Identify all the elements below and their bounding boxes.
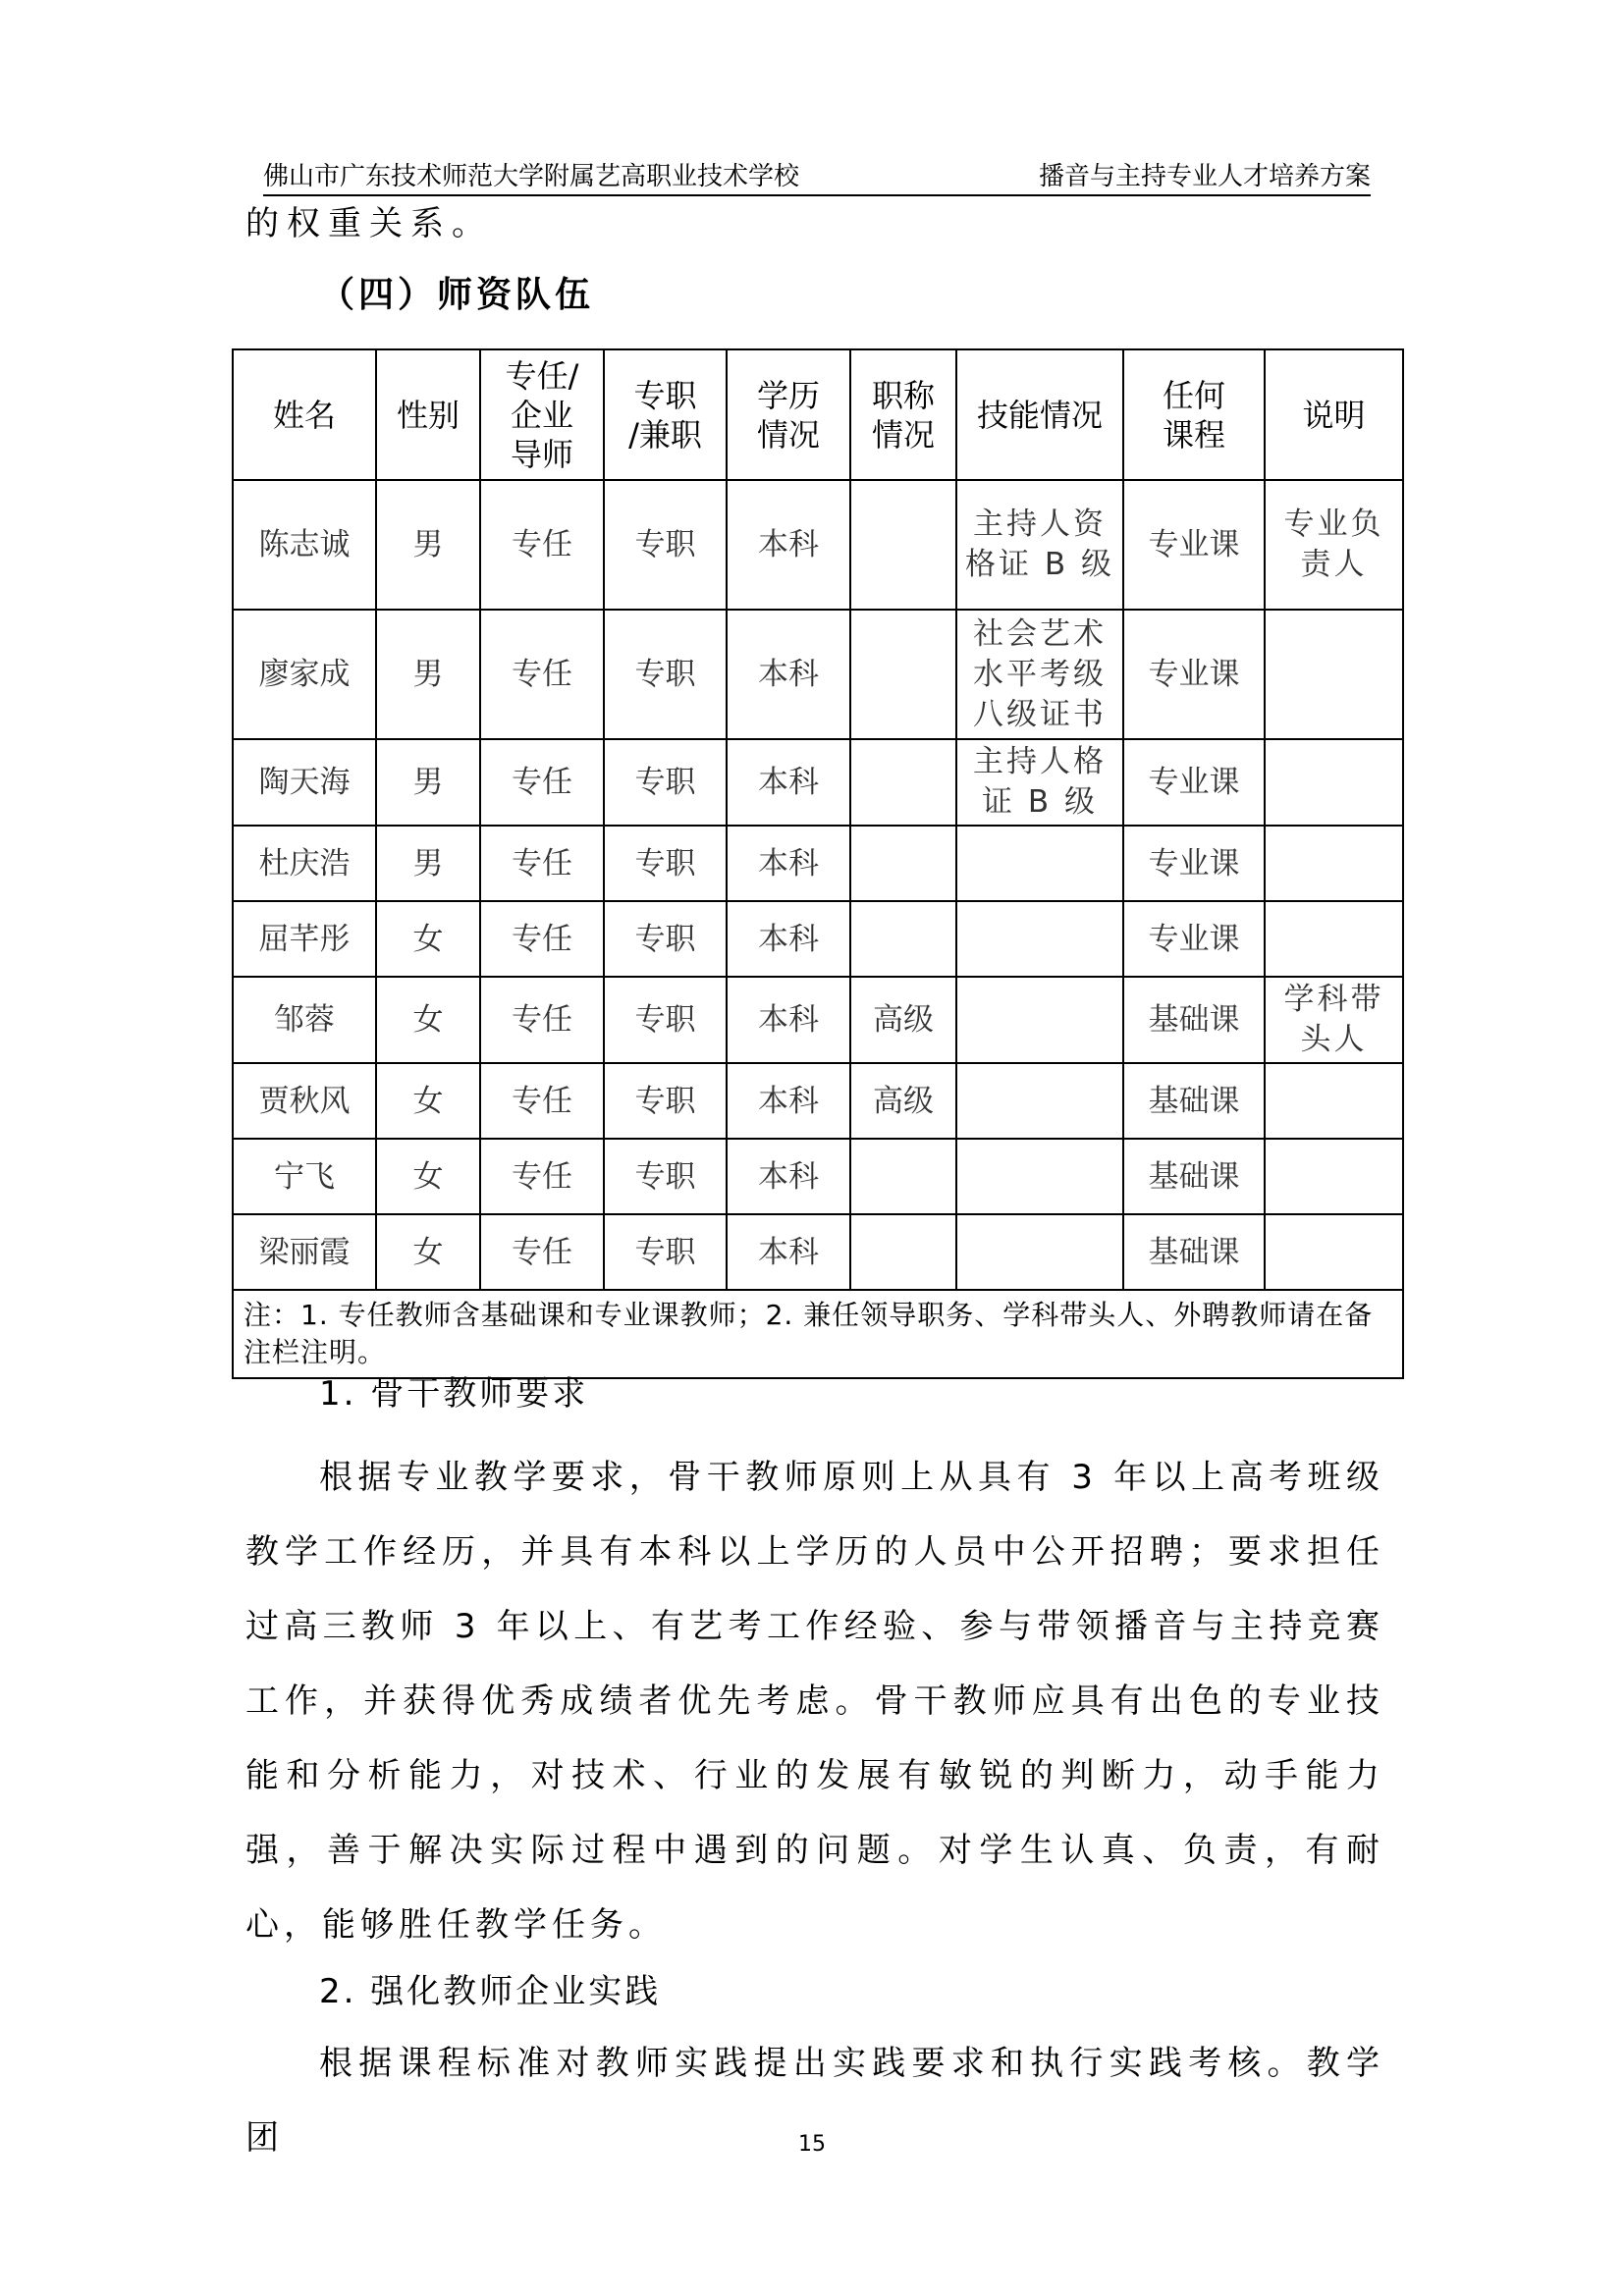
table-footnote-row bbox=[233, 1290, 1403, 1378]
table-header-gender bbox=[376, 349, 480, 480]
cell-name: 陈志诚 bbox=[233, 480, 376, 610]
cell-note bbox=[1265, 826, 1403, 901]
cell-type: 专任 bbox=[480, 610, 604, 739]
cell-education: 本科 bbox=[727, 610, 850, 739]
table-row bbox=[233, 739, 1403, 826]
cell-name: 屈芊彤 bbox=[233, 901, 376, 977]
cell-title: 高级 bbox=[850, 1063, 956, 1139]
cell-fulltime: 专职 bbox=[604, 901, 727, 977]
continuation-text: 的权重关系。 bbox=[245, 204, 493, 243]
cell-note bbox=[1265, 1139, 1403, 1214]
cell-title bbox=[850, 739, 956, 826]
cell-type: 专任 bbox=[480, 1139, 604, 1214]
cell-gender: 男 bbox=[376, 610, 480, 739]
cell-note bbox=[1265, 739, 1403, 826]
cell-gender: 女 bbox=[376, 901, 480, 977]
table-row bbox=[233, 1063, 1403, 1139]
subsection-1-heading: 1. 骨干教师要求 bbox=[319, 1374, 589, 1414]
table-row bbox=[233, 480, 1403, 610]
subsection-1-paragraph: 根据专业教学要求，骨干教师原则上从具有 3 年以上高考班级教学工作经历，并具有本科以上学历的人员中公开招聘；要求担任过高三教师 3 年以上、有艺考工作经验、参与带领播音与主持竞赛工作，并获得优秀成绩者优先考虑。骨干教师应具有出色的专业技能和分析能力，对技术、行业的发展有敏锐的判断力，动手能力强，善于解决实际过程中遇到的问题。对学生认真、负责，有耐心，能够胜任教学任务。 bbox=[245, 1458, 1384, 1945]
table-header-fulltime bbox=[604, 349, 727, 480]
header-school-name: 佛山市广东技术师范大学附属艺高职业技术学校 bbox=[263, 162, 800, 191]
table-row bbox=[233, 977, 1403, 1063]
subsection-2-heading: 2. 强化教师企业实践 bbox=[319, 1972, 662, 2011]
subsection-2-paragraph: 根据课程标准对教师实践提出实践要求和执行实践考核。教学团 bbox=[245, 2044, 1384, 2158]
header-line: 说明 bbox=[1302, 396, 1366, 434]
table-header-title bbox=[850, 349, 956, 480]
table-header-course bbox=[1123, 349, 1265, 480]
cell-course: 基础课 bbox=[1123, 977, 1265, 1063]
cell-skill bbox=[956, 826, 1123, 901]
header-line: /兼职 bbox=[628, 415, 702, 454]
cell-education: 本科 bbox=[727, 826, 850, 901]
page-number: 15 bbox=[798, 2132, 826, 2157]
cell-title bbox=[850, 901, 956, 977]
cell-gender: 女 bbox=[376, 1139, 480, 1214]
cell-fulltime: 专职 bbox=[604, 977, 727, 1063]
table-row bbox=[233, 1214, 1403, 1290]
header-line: 学历 bbox=[756, 376, 820, 414]
cell-course: 专业课 bbox=[1123, 901, 1265, 977]
cell-title: 高级 bbox=[850, 977, 956, 1063]
cell-education: 本科 bbox=[727, 739, 850, 826]
cell-gender: 女 bbox=[376, 1214, 480, 1290]
cell-gender: 男 bbox=[376, 739, 480, 826]
cell-fulltime: 专职 bbox=[604, 826, 727, 901]
header-line: 任何 bbox=[1162, 376, 1225, 414]
header-document-title: 播音与主持专业人才培养方案 bbox=[1038, 162, 1371, 191]
cell-title bbox=[850, 1214, 956, 1290]
cell-fulltime: 专职 bbox=[604, 739, 727, 826]
cell-skill: 社会艺术水平考级八级证书 bbox=[956, 610, 1123, 739]
table-row bbox=[233, 610, 1403, 739]
cell-type: 专任 bbox=[480, 480, 604, 610]
cell-fulltime: 专职 bbox=[604, 1063, 727, 1139]
cell-type: 专任 bbox=[480, 901, 604, 977]
cell-type: 专任 bbox=[480, 826, 604, 901]
cell-note bbox=[1265, 901, 1403, 977]
cell-note bbox=[1265, 610, 1403, 739]
cell-education: 本科 bbox=[727, 901, 850, 977]
cell-title bbox=[850, 480, 956, 610]
cell-note: 学科带头人 bbox=[1265, 977, 1403, 1063]
cell-name: 陶天海 bbox=[233, 739, 376, 826]
cell-skill: 主持人资格证 B 级 bbox=[956, 480, 1123, 610]
table-footnote: 注：1. 专任教师含基础课和专业课教师；2. 兼任领导职务、学科带头人、外聘教师请在备注栏注明。 bbox=[233, 1290, 1403, 1378]
cell-name: 邹蓉 bbox=[233, 977, 376, 1063]
cell-skill bbox=[956, 1063, 1123, 1139]
cell-title bbox=[850, 610, 956, 739]
table-row bbox=[233, 826, 1403, 901]
cell-course: 专业课 bbox=[1123, 826, 1265, 901]
header-line: 性别 bbox=[396, 396, 460, 434]
cell-course: 专业课 bbox=[1123, 480, 1265, 610]
cell-name: 杜庆浩 bbox=[233, 826, 376, 901]
cell-note: 专业负责人 bbox=[1265, 480, 1403, 610]
cell-skill bbox=[956, 1214, 1123, 1290]
header-line: 企业 bbox=[510, 396, 573, 434]
cell-type: 专任 bbox=[480, 1214, 604, 1290]
cell-title bbox=[850, 826, 956, 901]
cell-skill bbox=[956, 901, 1123, 977]
cell-gender: 男 bbox=[376, 826, 480, 901]
staff-table bbox=[232, 348, 1404, 1379]
cell-type: 专任 bbox=[480, 1063, 604, 1139]
header-line: 技能情况 bbox=[976, 396, 1103, 434]
header-line: 导师 bbox=[510, 435, 573, 473]
cell-name: 梁丽霞 bbox=[233, 1214, 376, 1290]
cell-gender: 女 bbox=[376, 977, 480, 1063]
cell-name: 宁飞 bbox=[233, 1139, 376, 1214]
header-line: 专任/ bbox=[505, 356, 579, 395]
header-line: 情况 bbox=[871, 415, 935, 454]
cell-name: 廖家成 bbox=[233, 610, 376, 739]
table-body bbox=[233, 480, 1403, 1290]
cell-course: 基础课 bbox=[1123, 1063, 1265, 1139]
cell-gender: 女 bbox=[376, 1063, 480, 1139]
cell-education: 本科 bbox=[727, 1214, 850, 1290]
cell-name: 贾秋风 bbox=[233, 1063, 376, 1139]
cell-course: 专业课 bbox=[1123, 739, 1265, 826]
header-line: 姓名 bbox=[272, 396, 336, 434]
cell-course: 基础课 bbox=[1123, 1214, 1265, 1290]
table-header-note bbox=[1265, 349, 1403, 480]
page-header bbox=[263, 160, 1371, 199]
table-row bbox=[233, 901, 1403, 977]
table-header-name bbox=[233, 349, 376, 480]
cell-skill: 主持人格证 B 级 bbox=[956, 739, 1123, 826]
header-line: 课程 bbox=[1162, 415, 1225, 454]
cell-note bbox=[1265, 1063, 1403, 1139]
cell-fulltime: 专职 bbox=[604, 610, 727, 739]
header-rule bbox=[263, 194, 1371, 196]
table-header-education bbox=[727, 349, 850, 480]
table-row bbox=[233, 1139, 1403, 1214]
cell-skill bbox=[956, 977, 1123, 1063]
cell-fulltime: 专职 bbox=[604, 1214, 727, 1290]
cell-fulltime: 专职 bbox=[604, 1139, 727, 1214]
cell-note bbox=[1265, 1214, 1403, 1290]
cell-education: 本科 bbox=[727, 977, 850, 1063]
cell-type: 专任 bbox=[480, 739, 604, 826]
header-line: 职称 bbox=[871, 376, 935, 414]
header-line: 专职 bbox=[633, 376, 697, 414]
header-line: 情况 bbox=[756, 415, 820, 454]
table-header-type bbox=[480, 349, 604, 480]
cell-course: 专业课 bbox=[1123, 610, 1265, 739]
cell-course: 基础课 bbox=[1123, 1139, 1265, 1214]
cell-type: 专任 bbox=[480, 977, 604, 1063]
cell-skill bbox=[956, 1139, 1123, 1214]
table-header-skill bbox=[956, 349, 1123, 480]
cell-gender: 男 bbox=[376, 480, 480, 610]
cell-title bbox=[850, 1139, 956, 1214]
cell-education: 本科 bbox=[727, 1139, 850, 1214]
cell-education: 本科 bbox=[727, 1063, 850, 1139]
cell-fulltime: 专职 bbox=[604, 480, 727, 610]
table-header-row bbox=[233, 349, 1403, 480]
cell-education: 本科 bbox=[727, 480, 850, 610]
section-title: （四）师资队伍 bbox=[319, 275, 595, 315]
